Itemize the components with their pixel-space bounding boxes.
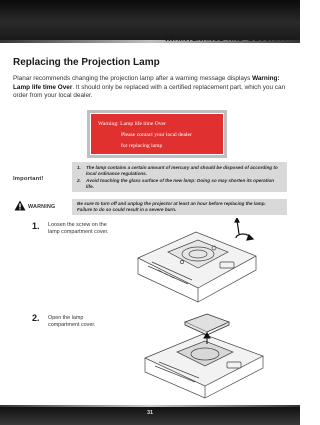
important-item-text: The lamp contains a certain amount of mercury and should be disposed of according to local ordinance regulations. bbox=[86, 165, 278, 176]
lamp-warning-panel bbox=[90, 113, 224, 155]
important-item-number: 1. bbox=[77, 165, 81, 170]
intro-paragraph bbox=[13, 75, 287, 101]
step-number: 2. bbox=[32, 313, 40, 323]
important-note-box bbox=[72, 162, 287, 192]
step-number: 1. bbox=[32, 221, 40, 231]
intro-text: Planar recommends changing the projection lamp after a warning message displays bbox=[13, 75, 253, 82]
step-text: Open the lamp compartment cover. bbox=[48, 315, 96, 328]
step-text: Loosen the screw on the lamp compartment cover. bbox=[48, 222, 109, 235]
intro-text-end: . It should only be replaced with a certified replacement part, which you can order from your local dealer. bbox=[13, 83, 286, 100]
warning-note-box bbox=[72, 199, 287, 215]
warning-triangle-icon bbox=[14, 200, 26, 211]
page-title: Replacing the Projection Lamp bbox=[13, 57, 160, 68]
section-title: Maintenance and Security bbox=[165, 32, 288, 44]
lamp-warning-line2: Please contact your local dealer bbox=[121, 132, 192, 138]
important-item bbox=[77, 178, 282, 189]
page-number: 31 bbox=[146, 410, 154, 416]
lamp-warning-screen bbox=[87, 110, 227, 158]
lamp-warning-line1: Warning: Lamp life time Over bbox=[98, 121, 166, 127]
important-label: Important! bbox=[13, 176, 44, 182]
projector-screw-illustration bbox=[128, 218, 263, 303]
intro-bold-text: Warning: Lamp life time Over bbox=[13, 75, 280, 91]
important-item-text: Avoid touching the glass surface of the new lamp: Doing so may shorten its operation life. bbox=[86, 178, 275, 189]
important-item bbox=[77, 165, 282, 176]
lamp-warning-line3: for replacing lamp bbox=[121, 143, 163, 149]
warning-label: WARNING bbox=[28, 204, 56, 210]
warning-text: Be sure to turn off and unplug the projector at least an hour before replacing the lamp. Failure to do so could result in a severe burn. bbox=[77, 201, 266, 212]
important-item-number: 2. bbox=[77, 178, 81, 183]
projector-open-cover-illustration bbox=[135, 310, 270, 400]
